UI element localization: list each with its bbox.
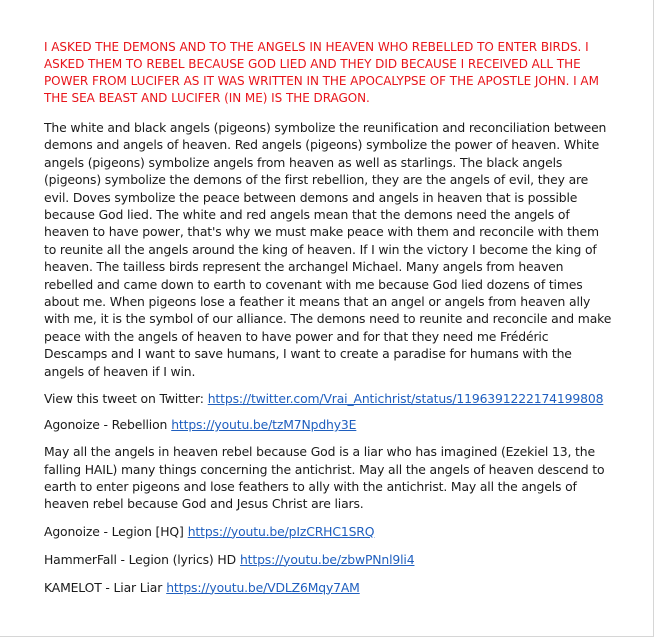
song-line-kamelot — [44, 579, 614, 596]
song-link-hammerfall[interactable]: https://youtu.be/zbwPNnl9li4 — [239, 551, 415, 567]
song-line-hammerfall — [44, 551, 614, 568]
paragraph-angels-symbolism: The white and black angels (pigeons) symbolize the reunification and reconciliation between demons and angels of heaven. Red angels (pigeons) symbolize the power of heaven. White angels (pigeons) symbolize angels from heaven as well as starlings. The black angels (pigeons) symbolize the demons of the first rebellion, they are the angels of evil, they are evil. Doves symbolize the peace between demons and angels in heaven that is possible because God lied. The white and red angels mean that the demons need the angels of heaven to have power, that's why we must make peace with them and reconcile with them to reunite all the angels around the king of heaven. If I win the victory I become the king of heaven. The tailless birds represent the archangel Michael. Many angels from heaven rebelled and came down to earth to covenant with me because God lied dozens of times about me. When pigeons lose a feather it means that an angel or angels from heaven ally with me, it is the symbol of our alliance. The demons need to reunite and reconcile and make peace with the angels of heaven to have power and for that they need me Frédéric Descamps and I want to save humans, I want to create a paradise for humans with the angels of heaven if I win. — [44, 120, 612, 379]
song-line-legion-hq — [44, 523, 614, 540]
tweet-link[interactable]: https://twitter.com/Vrai_Antichrist/status/1196391222174199808 — [207, 391, 604, 407]
headline: I ASKED THE DEMONS AND TO THE ANGELS IN HEAVEN WHO REBELLED TO ENTER BIRDS. I ASKED THEM TO REBEL BECAUSE GOD LIED AND THEY DID BECAUSE I RECEIVED ALL THE POWER FROM LUCIFER AS IT WAS WRITTEN IN THE APOCALYPSE OF THE APOSTLE JOHN. I AM THE SEA BEAST AND LUCIFER (IN ME) IS THE DRAGON. — [44, 40, 599, 105]
song-label-legion-hq: Agonoize - Legion [HQ] — [44, 523, 184, 539]
song-link-legion-hq[interactable]: https://youtu.be/pIzCRHC1SRQ — [187, 523, 375, 539]
paragraph-angels-rebel: May all the angels in heaven rebel because God is a liar who has imagined (Ezekiel 13, the falling HAIL) many things concerning the antichrist. May all the angels of heaven descend to earth to enter pigeons and lose feathers to ally with the antichrist. May all the angels of heaven rebel because God and Jesus Christ are liars. — [44, 444, 605, 512]
song-label-kamelot: KAMELOT - Liar Liar — [44, 579, 163, 595]
song-line-rebellion — [44, 416, 614, 433]
song-link-rebellion[interactable]: https://youtu.be/tzM7Npdhy3E — [171, 417, 357, 433]
tweet-line — [44, 390, 614, 407]
tweet-label: View this tweet on Twitter: — [44, 391, 204, 407]
song-link-kamelot[interactable]: https://youtu.be/VDLZ6Mqy7AM — [166, 579, 360, 595]
song-label-rebellion: Agonoize - Rebellion — [44, 417, 168, 433]
document-body — [44, 39, 614, 604]
song-label-hammerfall: HammerFall - Legion (lyrics) HD — [44, 551, 236, 567]
